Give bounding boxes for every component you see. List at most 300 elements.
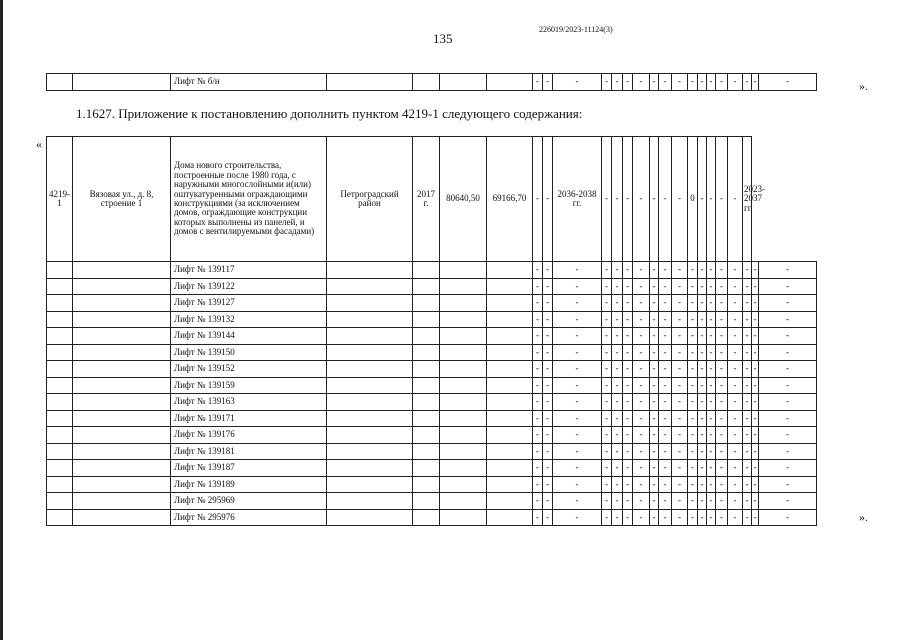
- value-cell: [440, 278, 487, 295]
- value-cell: [440, 295, 487, 312]
- value-cell: -: [602, 460, 612, 477]
- value-cell: -: [553, 509, 602, 526]
- value-cell: -: [623, 509, 633, 526]
- value-cell: [440, 394, 487, 411]
- lift-register-table: [46, 136, 817, 526]
- value-cell: -: [759, 427, 817, 444]
- row-number-cell: [47, 262, 73, 279]
- address-cell: [73, 410, 171, 427]
- lift-label: Лифт № 139150: [171, 344, 327, 361]
- value-cell: -: [698, 311, 707, 328]
- address-cell: [73, 443, 171, 460]
- value-cell: -: [602, 476, 612, 493]
- value-cell: -: [672, 460, 688, 477]
- value-cell: -: [716, 427, 728, 444]
- value-cell: -: [650, 311, 659, 328]
- lift-label: Лифт № 139144: [171, 328, 327, 345]
- district: Петроградский район: [327, 137, 413, 262]
- value-cell: -: [633, 137, 650, 262]
- value-cell: -: [688, 410, 698, 427]
- value-cell: -: [672, 476, 688, 493]
- value-cell: -: [728, 460, 743, 477]
- value-cell: -: [650, 460, 659, 477]
- value-cell: -: [633, 427, 650, 444]
- value-cell: -: [752, 509, 759, 526]
- value-cell: -: [623, 262, 633, 279]
- value-cell: -: [543, 427, 553, 444]
- value-cell: [487, 262, 533, 279]
- value-cell: [440, 328, 487, 345]
- value-cell: -: [612, 328, 623, 345]
- value-cell: -: [688, 377, 698, 394]
- value-cell: -: [716, 493, 728, 510]
- address-cell: [73, 328, 171, 345]
- value-cell: [413, 460, 440, 477]
- lift-row: [47, 278, 817, 295]
- address-cell: [73, 377, 171, 394]
- value-cell: -: [716, 443, 728, 460]
- lift-row: [47, 394, 817, 411]
- value-cell: -: [623, 74, 633, 91]
- value-cell: -: [728, 295, 743, 312]
- value-cell: -: [743, 509, 752, 526]
- value-cell: -: [728, 509, 743, 526]
- value-cell: -: [752, 493, 759, 510]
- row-number-cell: [47, 361, 73, 378]
- value-cell: -: [659, 410, 672, 427]
- value-cell: -: [672, 328, 688, 345]
- value-cell: -: [672, 344, 688, 361]
- value-cell: -: [716, 278, 728, 295]
- value-cell: -: [716, 410, 728, 427]
- value-cell: -: [553, 493, 602, 510]
- value-cell: -: [553, 74, 602, 91]
- lift-row: [47, 493, 817, 510]
- value-cell: -: [728, 137, 743, 262]
- value-cell: -: [623, 493, 633, 510]
- value-cell: -: [623, 394, 633, 411]
- value-cell: -: [553, 476, 602, 493]
- address-cell: [73, 476, 171, 493]
- address-cell: [73, 509, 171, 526]
- value-cell: -: [752, 74, 759, 91]
- lift-label: Лифт № б/н: [171, 74, 327, 91]
- value-cell: -: [759, 361, 817, 378]
- value-cell: -: [553, 394, 602, 411]
- value-cell: -: [743, 311, 752, 328]
- value-cell: -: [728, 410, 743, 427]
- value-cell: -: [633, 460, 650, 477]
- value-cell: -: [728, 443, 743, 460]
- value-cell: [440, 493, 487, 510]
- lift-row: [47, 460, 817, 477]
- value-cell: -: [707, 410, 716, 427]
- value-cell: -: [650, 344, 659, 361]
- value-cell: -: [728, 493, 743, 510]
- value-cell: -: [707, 361, 716, 378]
- row-number-cell: [47, 311, 73, 328]
- lift-label: Лифт № 139117: [171, 262, 327, 279]
- value-cell: -: [698, 361, 707, 378]
- value-cell: [487, 476, 533, 493]
- value-cell: -: [672, 443, 688, 460]
- value-cell: -: [612, 361, 623, 378]
- value-cell: [440, 410, 487, 427]
- value-cell: -: [553, 262, 602, 279]
- value-cell: -: [533, 137, 543, 262]
- lift-row: [47, 509, 817, 526]
- value-cell: -: [612, 509, 623, 526]
- value-cell: -: [623, 344, 633, 361]
- value-cell: -: [612, 137, 623, 262]
- row-number-cell: [47, 344, 73, 361]
- construction-year: 2017 г.: [413, 137, 440, 262]
- value-cell: [413, 427, 440, 444]
- value-cell: -: [543, 278, 553, 295]
- value-cell: -: [612, 74, 623, 91]
- value-cell: -: [688, 74, 698, 91]
- value-cell: -: [623, 443, 633, 460]
- value-cell: -: [707, 137, 716, 262]
- value-cell: [413, 493, 440, 510]
- lift-row: [47, 443, 817, 460]
- value-cell: -: [659, 344, 672, 361]
- address-cell: [73, 493, 171, 510]
- value-cell: -: [688, 361, 698, 378]
- value-cell: -: [533, 476, 543, 493]
- value-cell: [327, 427, 413, 444]
- value-cell: -: [759, 74, 817, 91]
- value-cell: -: [688, 328, 698, 345]
- value-cell: -: [659, 278, 672, 295]
- value-cell: [487, 344, 533, 361]
- value-cell: -: [698, 410, 707, 427]
- house-address: Вязовая ул., д. 8, строение 1: [73, 137, 171, 262]
- value-cell: -: [533, 74, 543, 91]
- amendment-heading: 1.1627. Приложение к постановлению дополнить пунктом 4219-1 следующего содержания:: [76, 106, 583, 121]
- value-cell: -: [688, 509, 698, 526]
- value-cell: -: [602, 443, 612, 460]
- value-cell: -: [553, 427, 602, 444]
- value-cell: [487, 377, 533, 394]
- value-cell: -: [633, 476, 650, 493]
- value-cell: -: [543, 262, 553, 279]
- value-cell: -: [543, 476, 553, 493]
- value-cell: -: [553, 344, 602, 361]
- value-cell: -: [716, 328, 728, 345]
- value-cell: -: [688, 476, 698, 493]
- value-cell: -: [533, 427, 543, 444]
- value-cell: -: [716, 74, 728, 91]
- lift-label: Лифт № 139127: [171, 295, 327, 312]
- lift-label: Лифт № 139187: [171, 460, 327, 477]
- document-code: 226019/2023-11124(3): [539, 25, 613, 34]
- value-cell: -: [759, 344, 817, 361]
- value-cell: [440, 460, 487, 477]
- table-row: [47, 74, 817, 91]
- value-cell: -: [650, 509, 659, 526]
- value-cell: -: [633, 344, 650, 361]
- value-cell: -: [743, 493, 752, 510]
- value-cell: -: [716, 137, 728, 262]
- value-cell: -: [553, 460, 602, 477]
- lift-label: Лифт № 295969: [171, 493, 327, 510]
- lift-row: [47, 344, 817, 361]
- row-number-cell: [47, 509, 73, 526]
- value-cell: -: [612, 410, 623, 427]
- value-cell: -: [553, 311, 602, 328]
- value-cell: -: [716, 295, 728, 312]
- address-cell: [73, 344, 171, 361]
- continued-table: [46, 73, 817, 91]
- value-cell: -: [543, 361, 553, 378]
- address-cell: [73, 278, 171, 295]
- value-cell: -: [543, 74, 553, 91]
- value-cell: [413, 295, 440, 312]
- row-number-cell: [47, 394, 73, 411]
- value-cell: -: [698, 328, 707, 345]
- value-cell: -: [759, 328, 817, 345]
- value-cell: -: [553, 361, 602, 378]
- value-cell: [413, 311, 440, 328]
- value-cell: [487, 509, 533, 526]
- value-cell: -: [698, 427, 707, 444]
- address-cell: [73, 311, 171, 328]
- address-cell: [73, 427, 171, 444]
- value-cell: -: [633, 74, 650, 91]
- value-cell: [327, 410, 413, 427]
- value-cell: -: [707, 394, 716, 411]
- value-cell: -: [659, 493, 672, 510]
- value-cell: [413, 443, 440, 460]
- value-cell: -: [612, 493, 623, 510]
- value-cell: -: [716, 344, 728, 361]
- value-cell: [413, 278, 440, 295]
- value-cell: -: [672, 137, 688, 262]
- value-cell: -: [728, 262, 743, 279]
- lift-row: [47, 262, 817, 279]
- value-cell: -: [612, 394, 623, 411]
- value-cell: -: [602, 278, 612, 295]
- value-cell: -: [659, 509, 672, 526]
- value-cell: [327, 295, 413, 312]
- value-cell: -: [672, 278, 688, 295]
- living-area: 69166,70: [487, 137, 533, 262]
- value-cell: [413, 361, 440, 378]
- value-cell: -: [707, 377, 716, 394]
- value-cell: -: [728, 377, 743, 394]
- value-cell: -: [623, 295, 633, 312]
- value-cell: -: [698, 74, 707, 91]
- value-cell: -: [672, 295, 688, 312]
- value-cell: -: [716, 394, 728, 411]
- value-cell: [440, 427, 487, 444]
- value-cell: [327, 361, 413, 378]
- value-cell: -: [743, 74, 752, 91]
- value-cell: -: [698, 262, 707, 279]
- value-cell: -: [553, 443, 602, 460]
- value-cell: -: [612, 427, 623, 444]
- value-cell: -: [650, 443, 659, 460]
- value-cell: -: [650, 427, 659, 444]
- value-cell: -: [688, 278, 698, 295]
- value-cell: -: [543, 443, 553, 460]
- value-cell: -: [650, 262, 659, 279]
- lift-row: [47, 361, 817, 378]
- value-cell: -: [672, 361, 688, 378]
- value-cell: -: [743, 344, 752, 361]
- value-cell: -: [602, 311, 612, 328]
- value-cell: -: [759, 262, 817, 279]
- value-cell: [487, 427, 533, 444]
- value-cell: -: [659, 377, 672, 394]
- value-cell: -: [533, 311, 543, 328]
- value-cell: -: [716, 377, 728, 394]
- value-cell: -: [543, 295, 553, 312]
- value-cell: [487, 460, 533, 477]
- value-cell: -: [743, 476, 752, 493]
- value-cell: -: [659, 460, 672, 477]
- value-cell: -: [602, 493, 612, 510]
- address-cell: [73, 460, 171, 477]
- house-type: Дома нового строительства, построенные после 1980 года, с наружными многослойными и(или) оштукатуренными ограждающими конструкциями (за исключением домов, ограждающие конструкции которых выполнены из панелей, и домов с вентилируемыми фасадами): [171, 137, 327, 262]
- value-cell: -: [659, 427, 672, 444]
- value-cell: -: [707, 476, 716, 493]
- value-cell: -: [533, 493, 543, 510]
- value-cell: -: [650, 476, 659, 493]
- value-cell: [440, 262, 487, 279]
- value-cell: -: [602, 262, 612, 279]
- value-cell: -: [698, 460, 707, 477]
- value-cell: [440, 74, 487, 91]
- value-cell: -: [716, 262, 728, 279]
- value-cell: [413, 394, 440, 411]
- closing-quote: ».: [859, 79, 868, 93]
- value-cell: -: [728, 344, 743, 361]
- value-cell: -: [716, 509, 728, 526]
- value-cell: -: [602, 74, 612, 91]
- value-cell: -: [743, 460, 752, 477]
- value-cell: -: [743, 278, 752, 295]
- value-cell: [440, 344, 487, 361]
- value-cell: -: [553, 410, 602, 427]
- row-number-cell: [47, 427, 73, 444]
- repair-period: 2036-2038 гг.: [553, 137, 602, 262]
- lift-row: [47, 410, 817, 427]
- value-cell: -: [659, 443, 672, 460]
- row-number-cell: [47, 443, 73, 460]
- value-cell: -: [659, 394, 672, 411]
- value-cell: -: [759, 443, 817, 460]
- value-cell: -: [752, 427, 759, 444]
- value-cell: -: [672, 427, 688, 444]
- value-cell: -: [672, 410, 688, 427]
- value-cell: -: [623, 427, 633, 444]
- value-cell: -: [650, 394, 659, 411]
- value-cell: [413, 377, 440, 394]
- value-cell: -: [688, 344, 698, 361]
- lift-row: [47, 295, 817, 312]
- value-cell: -: [688, 262, 698, 279]
- value-cell: -: [623, 476, 633, 493]
- value-cell: [327, 493, 413, 510]
- value-cell: -: [553, 377, 602, 394]
- value-cell: -: [533, 377, 543, 394]
- value-cell: -: [602, 295, 612, 312]
- lift-label: Лифт № 139189: [171, 476, 327, 493]
- value-cell: -: [623, 137, 633, 262]
- value-cell: -: [743, 361, 752, 378]
- value-cell: [487, 311, 533, 328]
- value-cell: [327, 262, 413, 279]
- value-cell: [440, 311, 487, 328]
- value-cell: [487, 394, 533, 411]
- value-cell: -: [707, 509, 716, 526]
- value-cell: -: [659, 295, 672, 312]
- value-cell: -: [602, 427, 612, 444]
- value-cell: -: [707, 295, 716, 312]
- value-cell: [487, 410, 533, 427]
- value-cell: -: [728, 311, 743, 328]
- value-cell: [440, 377, 487, 394]
- row-number-cell: [47, 410, 73, 427]
- value-cell: -: [650, 377, 659, 394]
- value-cell: -: [688, 493, 698, 510]
- value-cell: -: [672, 311, 688, 328]
- repair-period-lifts: 2023-2037 гг.: [743, 137, 752, 262]
- lift-label: Лифт № 295976: [171, 509, 327, 526]
- lift-label: Лифт № 139171: [171, 410, 327, 427]
- value-cell: -: [533, 394, 543, 411]
- value-cell: -: [728, 427, 743, 444]
- value-cell: -: [743, 262, 752, 279]
- value-cell: -: [759, 377, 817, 394]
- value-cell: -: [688, 460, 698, 477]
- closing-quote: ».: [859, 510, 868, 524]
- value-cell: [413, 328, 440, 345]
- value-cell: -: [707, 493, 716, 510]
- value-cell: -: [688, 394, 698, 411]
- value-cell: -: [688, 427, 698, 444]
- lift-row: [47, 476, 817, 493]
- value-cell: -: [633, 509, 650, 526]
- value-cell: -: [650, 295, 659, 312]
- value-cell: [440, 361, 487, 378]
- address-cell: [73, 74, 171, 91]
- value-cell: -: [543, 509, 553, 526]
- value-cell: -: [743, 410, 752, 427]
- value-cell: -: [752, 295, 759, 312]
- page-binding-edge: [0, 0, 3, 640]
- value-cell: -: [602, 137, 612, 262]
- lift-row: [47, 311, 817, 328]
- value-cell: -: [672, 509, 688, 526]
- value-cell: -: [698, 344, 707, 361]
- value-cell: -: [743, 443, 752, 460]
- value-cell: [440, 443, 487, 460]
- value-cell: -: [650, 74, 659, 91]
- value-cell: [327, 377, 413, 394]
- value-cell: 0: [688, 137, 698, 262]
- value-cell: -: [728, 476, 743, 493]
- value-cell: -: [612, 262, 623, 279]
- value-cell: -: [707, 311, 716, 328]
- value-cell: [327, 278, 413, 295]
- value-cell: -: [743, 328, 752, 345]
- value-cell: -: [698, 476, 707, 493]
- address-cell: [73, 361, 171, 378]
- value-cell: -: [633, 493, 650, 510]
